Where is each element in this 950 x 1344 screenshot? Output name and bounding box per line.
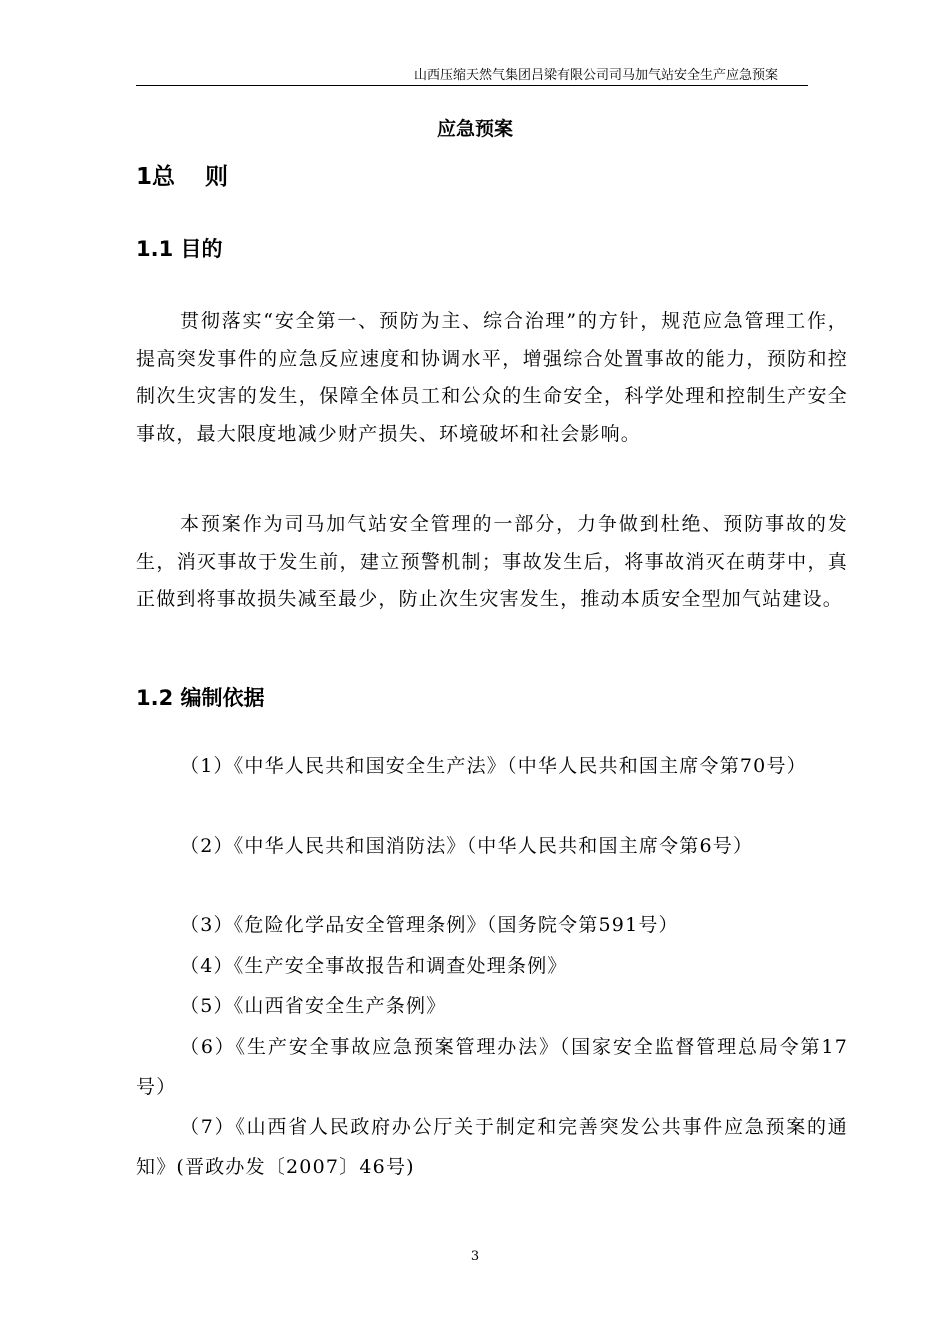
section-heading-purpose: 1.1 目的 (136, 237, 223, 261)
chapter-heading (136, 160, 228, 194)
chapter-title-part1: 总 (152, 164, 176, 190)
basis-list-item: （4）《生产安全事故报告和调查处理条例》 (180, 955, 568, 977)
chapter-number: 1 (136, 164, 153, 190)
basis-list-item: （1）《中华人民共和国安全生产法》（中华人民共和国主席令第70号） (180, 755, 807, 777)
chapter-title-part2: 则 (205, 164, 229, 190)
basis-list-item: （2）《中华人民共和国消防法》（中华人民共和国主席令第6号） (180, 835, 754, 857)
section-heading-basis: 1.2 编制依据 (136, 686, 265, 710)
basis-list-item: （5）《山西省安全生产条例》 (180, 995, 447, 1017)
page-number: 3 (470, 1249, 480, 1264)
paragraph-purpose-1: 贯彻落实“安全第一、预防为主、综合治理”的方针，规范应急管理工作，提高突发事件的应急反应速度和协调水平，增强综合处置事故的能力，预防和控制次生灾害的发生，保障全体员工和公众的生命安全，科学处理和控制生产安全事故，最大限度地减少财产损失、环境破坏和社会影响。 (136, 310, 848, 445)
basis-list-item: （3）《危险化学品安全管理条例》（国务院令第591号） (180, 914, 679, 936)
basis-list-item: （7）《山西省人民政府办公厅关于制定和完善突发公共事件应急预案的通知》(晋政办发〔2007〕46号) (136, 1116, 848, 1178)
document-title: 应急预案 (436, 118, 513, 140)
paragraph-purpose-2: 本预案作为司马加气站安全管理的一部分，力争做到杜绝、预防事故的发生，消灭事故于发生前，建立预警机制；事故发生后，将事故消灭在萌芽中，真正做到将事故损失减至最少，防止次生灾害发生，推动本质安全型加气站建设。 (136, 513, 848, 610)
basis-list-item: （6）《生产安全事故应急预案管理办法》（国家安全监督管理总局令第17号） (136, 1036, 848, 1098)
running-header: 山西压缩天然气集团吕梁有限公司司马加气站安全生产应急预案 (136, 66, 808, 86)
